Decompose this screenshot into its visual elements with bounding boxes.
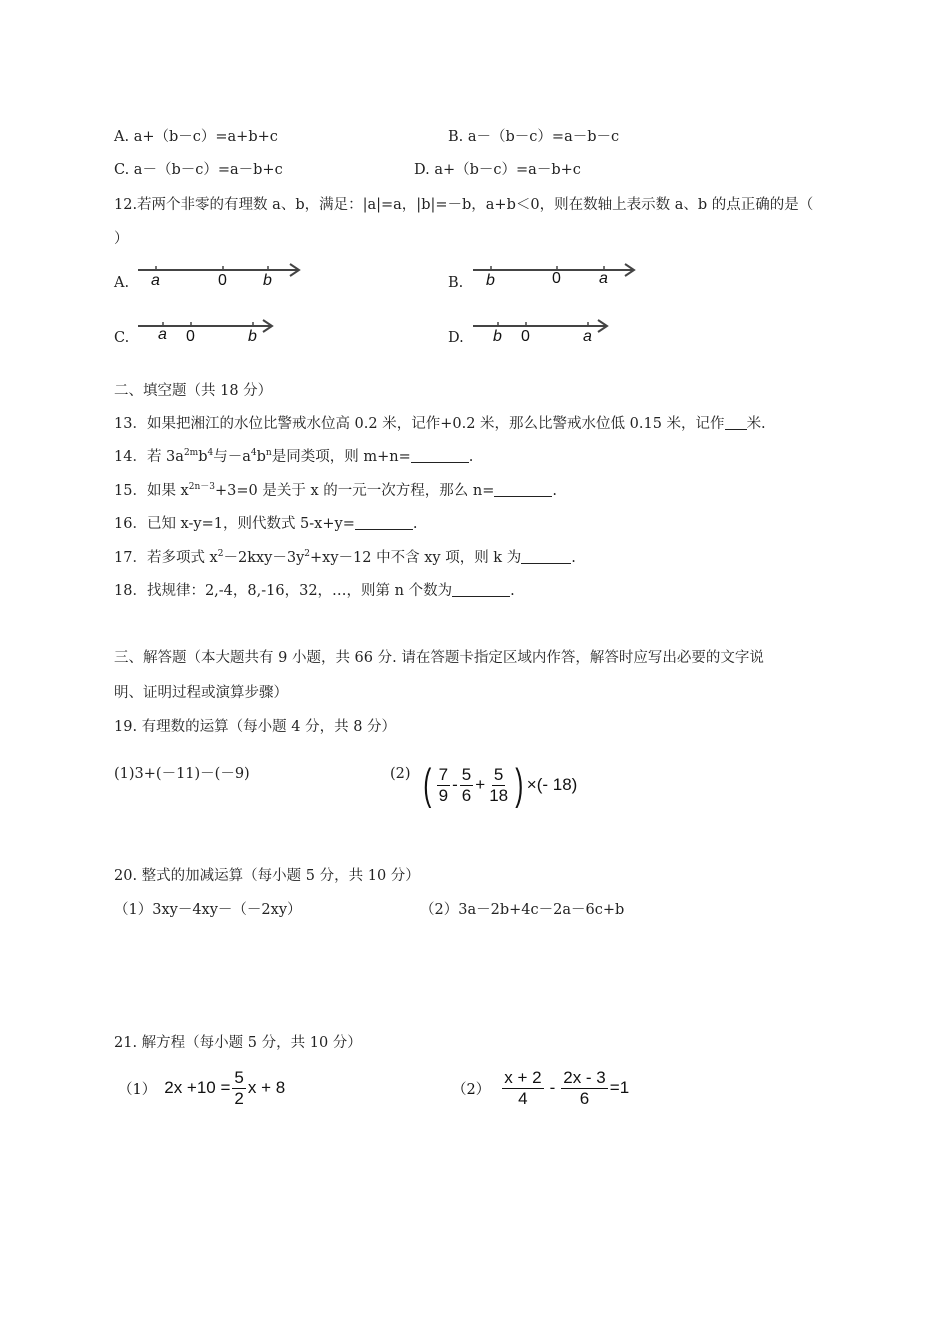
q11-option-a: A. a+（b－c）=a+b+c	[114, 129, 278, 145]
point-zero: 0	[218, 272, 227, 289]
number-line-c	[136, 314, 281, 348]
number-line-a	[136, 258, 306, 292]
question-20-part1: （1）3xy－4xy－（－2xy）	[114, 902, 302, 918]
point-a: a	[599, 270, 608, 287]
point-zero: 0	[552, 270, 561, 287]
q12-option-a-label: A.	[114, 275, 130, 291]
q11-option-d: D. a+（b－c）=a－b+c	[414, 162, 581, 178]
question-21-title: 21. 解方程（每小题 5 分，共 10 分）	[114, 1035, 362, 1051]
q11-option-c: C. a－（b－c）=a－b+c	[114, 162, 283, 178]
point-b: b	[248, 328, 257, 345]
point-a: a	[583, 328, 592, 345]
number-line-b	[471, 258, 641, 292]
point-b: b	[493, 328, 502, 345]
section-3-title-line2: 明、证明过程或演算步骤）	[114, 685, 288, 701]
question-14: 14．若 $3a^{2m}b^4$与$-a^4b^n$是同类项，则 m+n= .	[114, 448, 474, 465]
question-13: 13．如果把湘江的水位比警戒水位高 0.2 米，记作+0.2 米，那么比警戒水位低 0.15 米，记作 米.	[114, 416, 766, 432]
section-2-title: 二、填空题（共 18 分）	[114, 383, 273, 399]
q12-option-c-label: C.	[114, 330, 130, 346]
question-19-title: 19. 有理数的运算（每小题 4 分，共 8 分）	[114, 719, 397, 735]
section-3-title-line1: 三、解答题（本大题共有 9 小题，共 66 分. 请在答题卡指定区域内作答，解答时应写出必要的文字说	[114, 650, 764, 666]
question-19-part1: (1)3+(－11)－(－9)	[114, 766, 250, 782]
q11-option-b: B. a－（b－c）=a－b－c	[448, 129, 620, 145]
q12-option-b-label: B.	[448, 275, 464, 291]
point-a: a	[158, 326, 167, 343]
point-b: b	[263, 272, 272, 289]
question-15: 15．如果 $x^{2n-3}+3=0$ 是关于 x 的一元一次方程，那么 n= .	[114, 482, 557, 499]
question-21-part1: （1） 2x +10 = $\frac{5}{2}$ x + 8	[118, 1067, 286, 1108]
question-20-part2: （2）3a－2b+4c－2a－6c+b	[420, 902, 625, 918]
question-19-part2-label: (2)	[390, 766, 411, 782]
question-20-title: 20. 整式的加减运算（每小题 5 分，共 10 分）	[114, 868, 420, 884]
q12-stem: 12.若两个非零的有理数 a、b，满足：|a|=a，|b|=－b，a+b＜0，则在数轴上表示数 a、b 的点正确的是（	[114, 197, 814, 213]
question-16: 16．已知 x-y=1，则代数式 5-x+y= .	[114, 516, 418, 532]
question-18: 18．找规律：2,-4，8,-16，32，…，则第 n 个数为 .	[114, 583, 515, 599]
point-zero: 0	[521, 328, 530, 345]
point-zero: 0	[186, 328, 195, 345]
question-19-part2-expression: ( $\frac{7}{9}$ - $\frac{5}{6}$ + $\frac{5}{18}$ ) ×(- 18)	[423, 760, 578, 809]
question-17: 17．若多项式 $x^2-2kxy-3y^2+xy-12$ 中不含 xy 项，则 k 为 .	[114, 549, 576, 566]
point-b: b	[486, 272, 495, 289]
q12-stem-end: ）	[114, 231, 129, 247]
point-a: a	[151, 272, 160, 289]
q12-option-d-label: D.	[448, 330, 464, 346]
question-21-part2: （2） $\frac{x + 2}{4}$ - $\frac{2x - 3}{6}$ =1	[452, 1067, 630, 1108]
number-line-d	[471, 314, 616, 348]
